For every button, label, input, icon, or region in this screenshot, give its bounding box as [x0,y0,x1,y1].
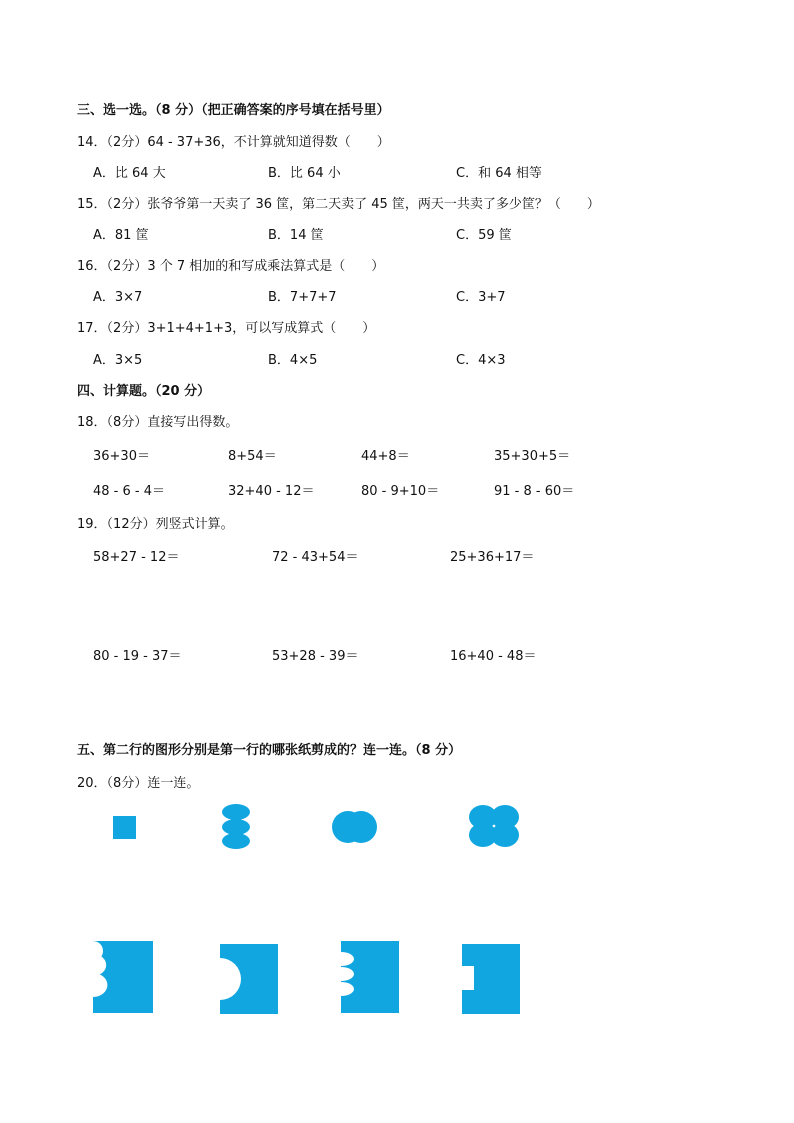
butterfly-shape[interactable] [468,803,520,849]
double-circle-shape[interactable] [332,809,378,845]
q17-option-b[interactable]: B．4×5 [268,353,318,368]
question-20: 20．（8分）连一连。 [77,776,200,791]
q18-item: 35+30+5＝ [494,449,571,464]
question-14: 14．（2分）64 - 37+36，不计算就知道得数（ ） [77,135,390,150]
q14-option-b[interactable]: B．比 64 小 [268,166,341,181]
paper-cut-three-small-arcs[interactable] [341,941,401,1015]
square-shape[interactable] [113,816,137,840]
q15-option-c[interactable]: C．59 筐 [456,228,512,243]
q18-item: 44+8＝ [361,449,410,464]
q17-option-a[interactable]: A．3×5 [93,353,143,368]
question-15: 15．（2分）张爷爷第一天卖了 36 筐，第二天卖了 45 筐，两天一共卖了多少筐？（ ） [77,197,600,212]
question-18: 18．（8分）直接写出得数。 [77,415,239,430]
question-19: 19．（12分）列竖式计算。 [77,517,234,532]
section5-title: 五、第二行的图形分别是第一行的哪张纸剪成的？连一连。（8 分） [77,743,462,758]
question-17: 17．（2分）3+1+4+1+3，可以写成算式（ ） [77,321,376,336]
q19-item: 58+27 - 12＝ [93,550,180,565]
q19-item: 53+28 - 39＝ [272,649,359,664]
q17-option-c[interactable]: C．4×3 [456,353,506,368]
q18-item: 80 - 9+10＝ [361,484,440,499]
section3-title: 三、选一选。（8 分）（把正确答案的序号填在括号里） [77,103,390,118]
q19-item: 72 - 43+54＝ [272,550,359,565]
question-16: 16．（2分）3 个 7 相加的和写成乘法算式是（ ） [77,259,385,274]
q18-item: 36+30＝ [93,449,150,464]
q16-option-b[interactable]: B．7+7+7 [268,290,337,305]
paper-cut-semicircle[interactable] [220,944,280,1016]
q19-item: 16+40 - 48＝ [450,649,537,664]
q15-option-b[interactable]: B．14 筐 [268,228,324,243]
q19-item: 25+36+17＝ [450,550,535,565]
section4-title: 四、计算题。（20 分） [77,384,211,399]
paper-cut-square-notch[interactable] [462,944,522,1016]
q18-item: 91 - 8 - 60＝ [494,484,575,499]
q18-item: 32+40 - 12＝ [228,484,315,499]
three-ovals-shape[interactable] [220,804,254,850]
q14-option-c[interactable]: C．和 64 相等 [456,166,542,181]
q16-option-c[interactable]: C．3+7 [456,290,506,305]
q18-item: 48 - 6 - 4＝ [93,484,165,499]
q16-option-a[interactable]: A．3×7 [93,290,143,305]
q14-option-a[interactable]: A．比 64 大 [93,166,166,181]
paper-cut-three-arcs[interactable] [93,941,155,1015]
q15-option-a[interactable]: A．81 筐 [93,228,149,243]
q19-item: 80 - 19 - 37＝ [93,649,182,664]
q18-item: 8+54＝ [228,449,277,464]
